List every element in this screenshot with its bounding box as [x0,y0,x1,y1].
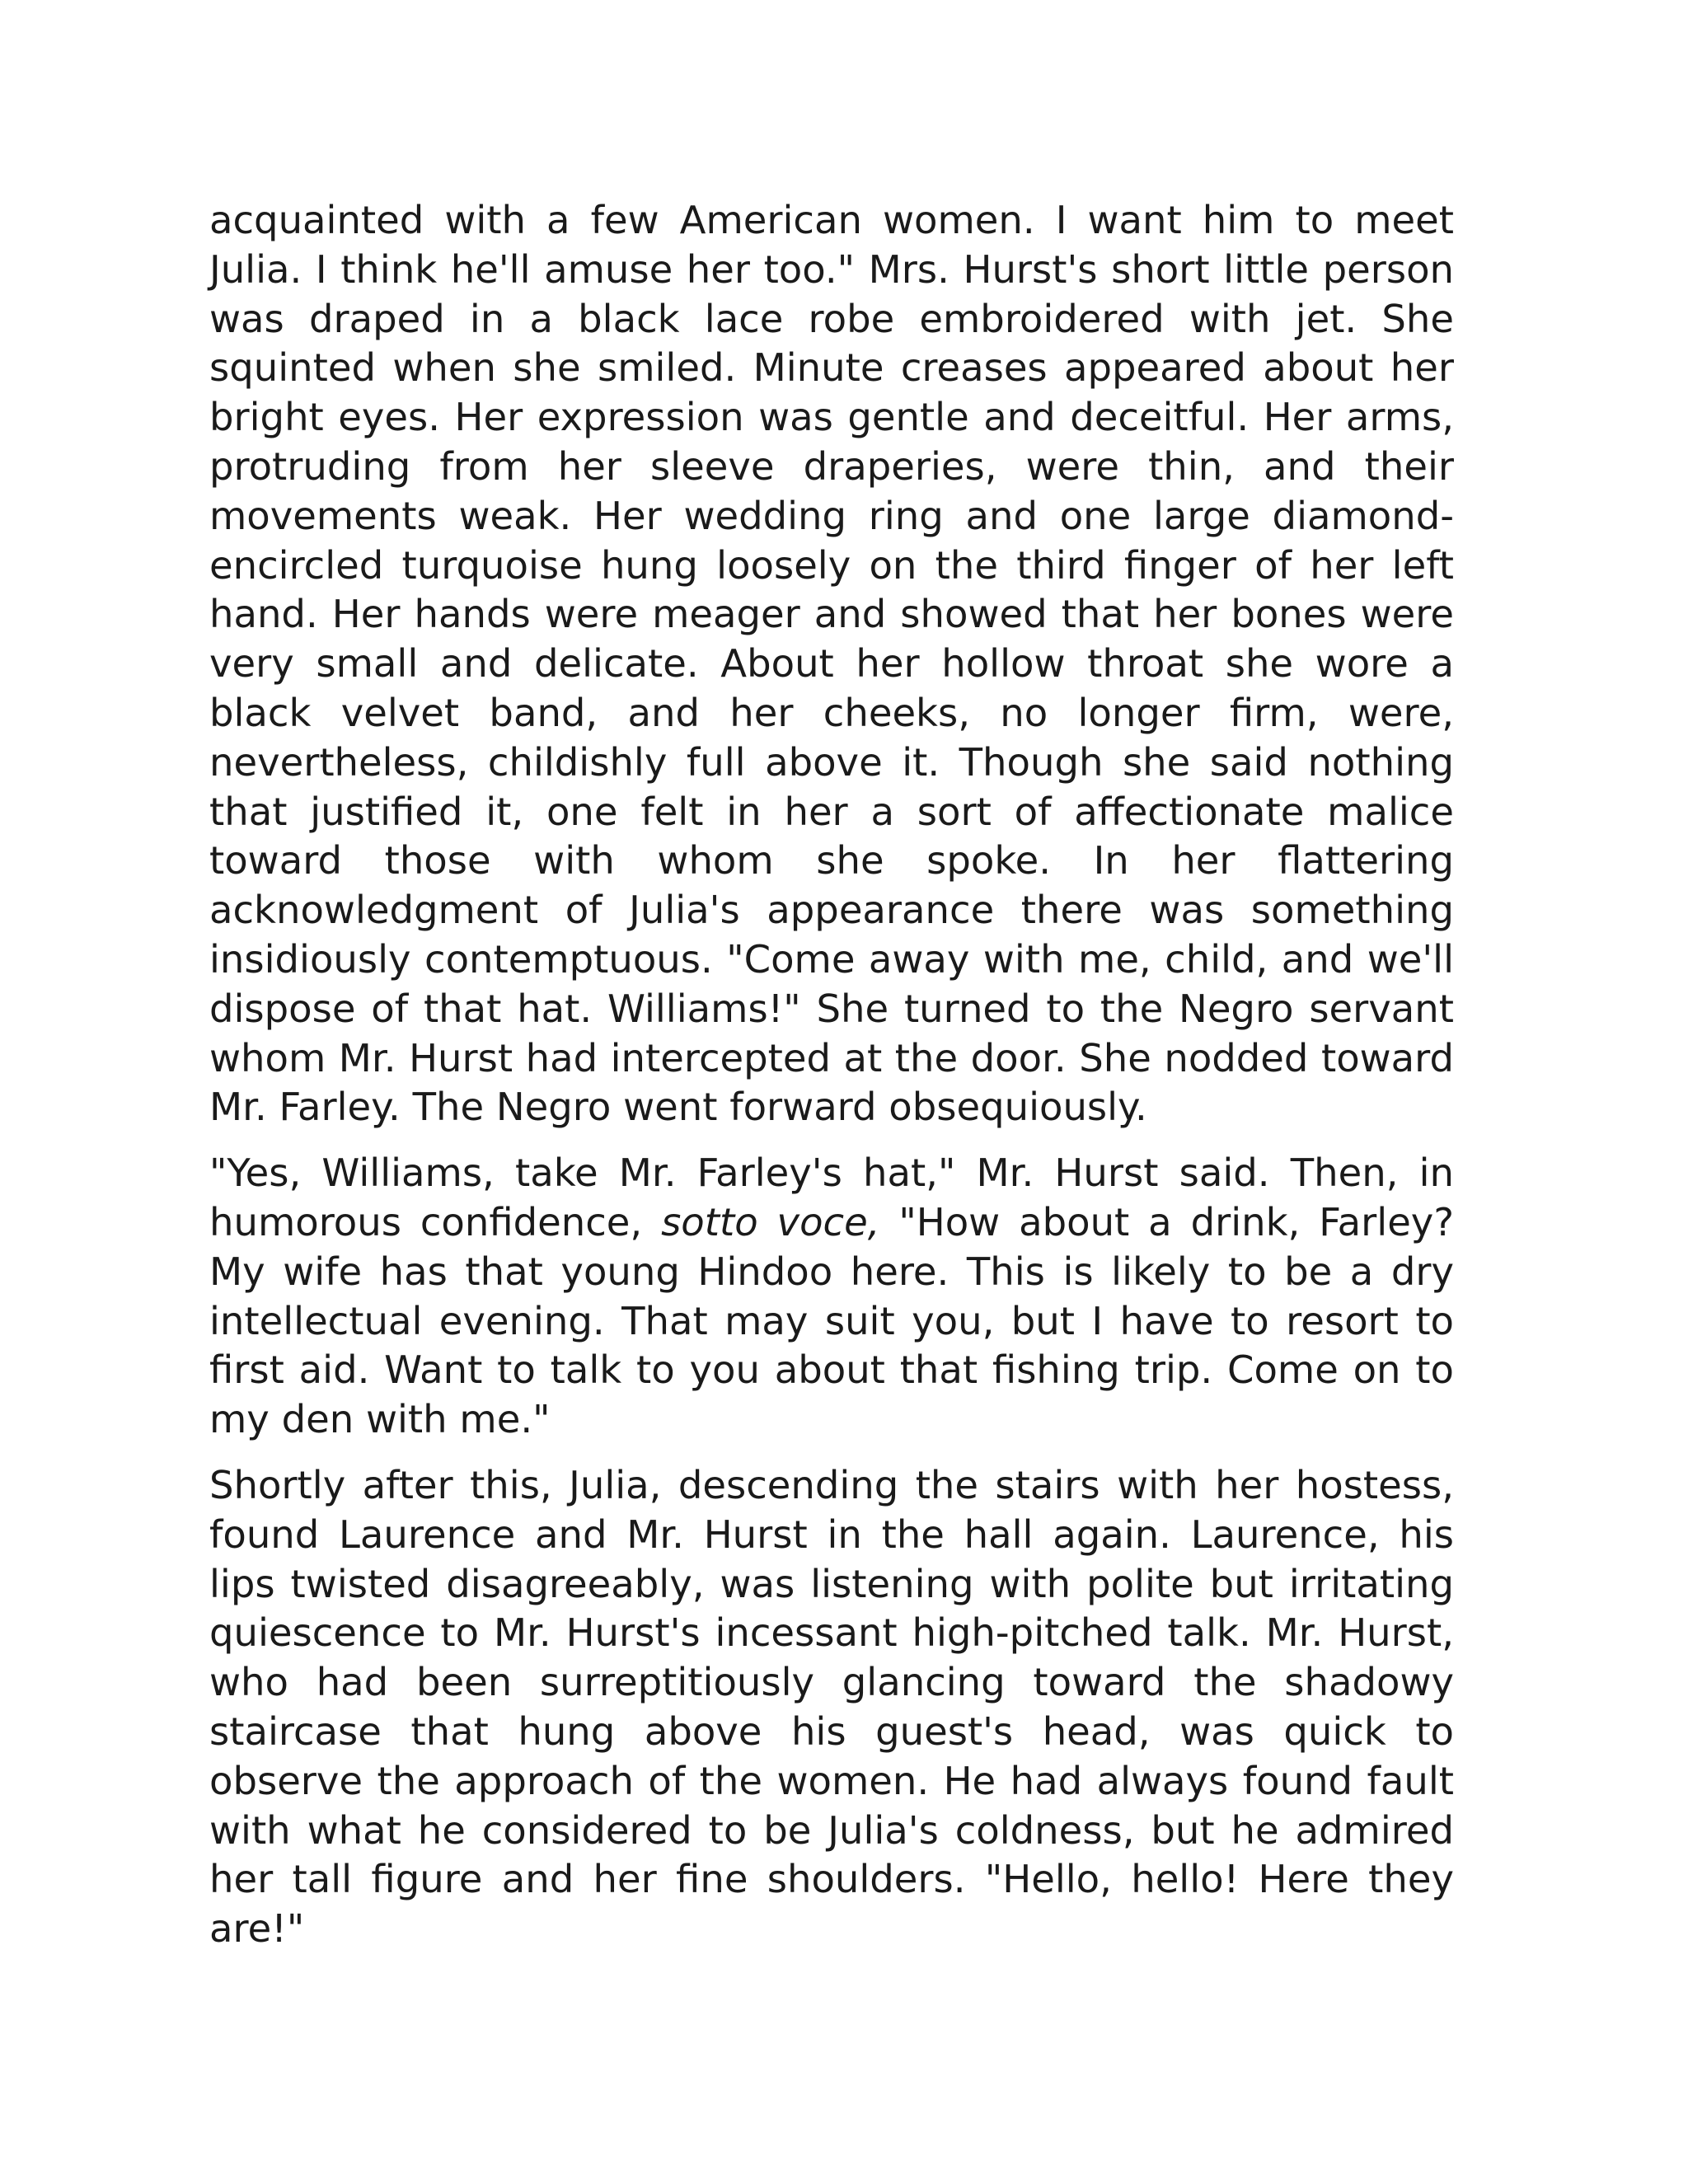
paragraph-1 [209,196,1454,1132]
paragraph-1-text: acquainted with a few American women. I want him to meet Julia. I think he'll amuse her too." Mrs. Hurst's short little person was draped in a black lace robe embroidered with jet. She squinted when she smiled. Minute creases appeared about her bright eyes. Her expression was gentle and deceitful. Her arms, protruding from her sleeve draperies, were thin, and their movements weak. Her wedding ring and one large diamond-encircled turquoise hung loosely on the third finger of her left hand. Her hands were meager and showed that her bones were very small and delicate. About her hollow throat she wore a black velvet band, and her cheeks, no longer firm, were, nevertheless, childishly full above it. Though she said nothing that justified it, one felt in her a sort of affectionate malice toward those with whom she spoke. In her flattering acknowledgment of Julia's appearance there was something insidiously contemptuous. "Come away with me, child, and we'll dispose of that hat. Williams!" She turned to the Negro servant whom Mr. Hurst had intercepted at the door. She nodded toward Mr. Farley. The Negro went forward obsequiously. [209,198,1454,1130]
paragraph-3 [209,1461,1454,1954]
paragraph-3-text: Shortly after this, Julia, descending the stairs with her hostess, found Laurence and Mr. Hurst in the hall again. Laurence, his lips twisted disagreeably, was listening with polite but irritating quiescence to Mr. Hurst's incessant high-pitched talk. Mr. Hurst, who had been surreptitiously glancing toward the shadowy staircase that hung above his guest's head, was quick to observe the approach of the women. He had always found fault with what he considered to be Julia's coldness, but he admired her tall figure and her fine shoulders. "Hello, hello! Here they are!" [209,1462,1454,1952]
paragraph-2-text-end: "How about a drink, Farley? My wife has that young Hindoo here. This is likely to be a dry intellectual evening. That may suit you, but I have to resort to first aid. Want to talk to you about that fishing trip. Come on to my den with me." [209,1199,1455,1442]
paragraph-2 [209,1149,1454,1445]
document-page [209,196,1454,1971]
paragraph-2-text-start: "Yes, Williams, take Mr. Farley's hat," Mr. Hurst said. Then, in humorous confidence, [209,1151,1454,1244]
paragraph-2-italic-phrase: sotto voce, [661,1199,880,1244]
